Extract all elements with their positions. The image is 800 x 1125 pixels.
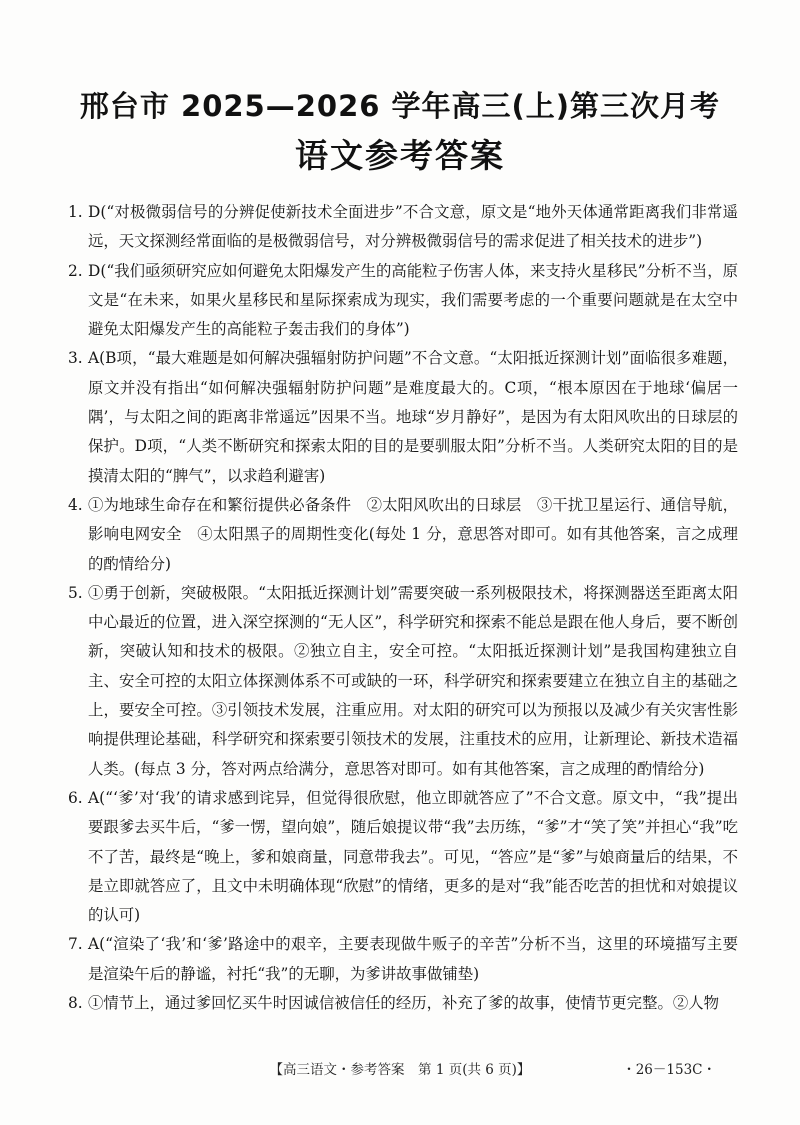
answer-item-1 xyxy=(68,198,738,257)
answer-number: 6. xyxy=(68,788,83,807)
answer-key-subtitle: 语文参考答案 xyxy=(295,136,505,175)
answer-number: 1. xyxy=(68,203,83,221)
answer-item-6 xyxy=(68,784,738,930)
answer-text: A(“渲染了‘我’和‘爹’路途中的艰辛，主要表现做牛贩子的辛苦”分析不当，这里的环境描写主要是渲染午后的静谧，衬托“我”的无聊，为爹讲故事做铺垫) xyxy=(88,935,738,983)
answer-list xyxy=(68,198,738,1018)
exam-title: 邢台市 2025—2026 学年高三(上)第三次月考 xyxy=(79,89,721,123)
answer-text: ①为地球生命存在和繁衍提供必备条件 ②太阳风吹出的日球层 ③干扰卫星运行、通信导航，影响电网安全 ④太阳黑子的周期性变化(每处 1 分，意思答对即可。如有其他答案，言之成理的酌情给分) xyxy=(88,495,738,573)
answer-text: A(“‘爹’对‘我’的请求感到诧异，但觉得很欣慰，他立即就答应了”不合文意。原文中，“我”提出要跟爹去买牛后，“爹一愣，望向娘”，随后娘提议带“我”去历练，“爹”才“笑了笑”并担心“我”吃不了苦，最终是“晚上，爹和娘商量，同意带我去”。可见，“答应”是“爹”与娘商量后的结果，不是立即就答应了，且文中未明确体现“欣慰”的情绪，更多的是对“我”能否吃苦的担忧和对娘提议的认可) xyxy=(88,788,738,925)
answer-text: A(B项，“最大难题是如何解决强辐射防护问题”不合文意。“太阳抵近探测计划”面临很多难题，原文并没有指出“如何解决强辐射防护问题”是难度最大的。C项，“根本原因在于地球‘偏居一隅’，与太阳之间的距离非常遥远”因果不当。地球“岁月静好”，是因为有太阳风吹出的日球层的保护。D项，“人类不断研究和探索太阳的目的是要驯服太阳”分析不当。人类研究太阳的目的是摸清太阳的“脾气”，以求趋利避害) xyxy=(88,349,738,485)
answer-number: 2. xyxy=(68,261,83,280)
answer-text: D(“对极微弱信号的分辨促使新技术全面进步”不合文意，原文是“地外天体通常距离我们非常遥远，天文探测经常面临的是极微弱信号，对分辨极微弱信号的需求促进了相关技术的进步”) xyxy=(88,203,738,251)
answer-number: 8. xyxy=(68,994,83,1013)
answer-text: D(“我们亟须研究应如何避免太阳爆发产生的高能粒子伤害人体，来支持火星移民”分析不当，原文是“在未来，如果火星移民和星际探索成为现实，我们需要考虑的一个重要问题就是在太空中避免太阳爆发产生的高能粒子轰击我们的身体”) xyxy=(88,261,738,339)
footer-page-info: 【高三语文・参考答案 第 1 页(共 6 页)】 xyxy=(269,1062,531,1078)
footer-exam-code: ・26－153C・ xyxy=(622,1062,716,1078)
answer-item-7 xyxy=(68,930,738,989)
answer-item-5 xyxy=(68,579,738,784)
answer-item-3 xyxy=(68,344,738,490)
answer-item-8 xyxy=(68,989,738,1018)
answer-text: ①情节上，通过爹回忆买牛时因诚信被信任的经历，补充了爹的故事，使情节更完整。②人物 xyxy=(88,994,720,1013)
answer-item-4 xyxy=(68,491,738,579)
answer-number: 7. xyxy=(68,935,83,954)
answer-item-2 xyxy=(68,257,738,345)
answer-number: 3. xyxy=(68,349,83,368)
answer-number: 4. xyxy=(68,495,83,514)
answer-number: 5. xyxy=(68,583,83,602)
answer-text: ①勇于创新，突破极限。“太阳抵近探测计划”需要突破一系列极限技术，将探测器送至距离太阳中心最近的位置，进入深空探测的“无人区”，科学研究和探索不能总是跟在他人身后，要不断创新，突破认知和技术的极限。②独立自主，安全可控。“太阳抵近探测计划”是我国构建独立自主、安全可控的太阳立体探测体系不可或缺的一环，科学研究和探索要建立在独立自主的基础之上，要安全可控。③引领技术发展，注重应用。对太阳的研究可以为预报以及减少有关灾害性影响提供理论基础，科学研究和探索要引领技术的发展，注重技术的应用，让新理论、新技术造福人类。(每点 3 分，答对两点给满分，意思答对即可。如有其他答案，言之成理的酌情给分) xyxy=(88,583,738,778)
